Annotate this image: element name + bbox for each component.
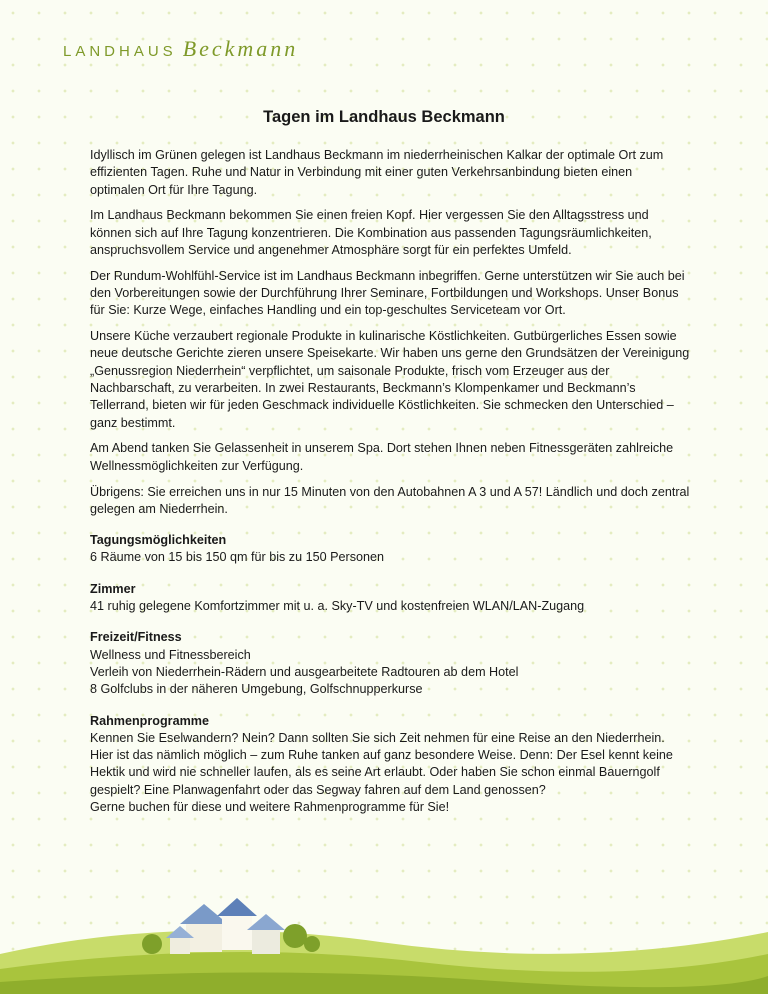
section-line: 6 Räume von 15 bis 150 qm für bis zu 150 Personen <box>90 550 385 565</box>
paragraph: Übrigens: Sie erreichen uns in nur 15 Minuten von den Autobahnen A 3 und A 57! Ländlich und doch zentral gelegen am Niederrhein. <box>90 484 690 516</box>
section-line: Verleih von Niederrhein-Rädern und ausgearbeitete Radtouren ab dem Hotel <box>90 664 519 679</box>
section-programs <box>90 713 690 817</box>
paragraph: Der Rundum-Wohlfühl-Service ist im Landhaus Beckmann inbegriffen. Gerne unterstützen wir Sie auch bei den Vorbereitungen sowie der Durchführung Ihrer Seminare, Fortbildungen und Workshops. Unser Bonus für Sie: Kurze Wege, einfaches Handling und ein top-geschultes Serviceteam vor Ort. <box>90 268 685 318</box>
section-title: Freizeit/Fitness <box>90 630 182 645</box>
section-line: Kennen Sie Eselwandern? Nein? Dann sollten Sie sich Zeit nehmen für eine Reise an den Niederrhein. Hier ist das nämlich möglich – zum Ruhe tanken auf ganz besondere Weise. Denn: Der Esel kennt keine Hektik und wird nie schneller laufen, als es seine Art erlaubt. Oder haben Sie schon einmal Bauerngolf gespielt? Eine Planwagenfahrt oder das Segway fahren auf dem Land genossen? <box>90 730 673 797</box>
section-line: 41 ruhig gelegene Komfortzimmer mit u. a. Sky-TV und kostenfreien WLAN/LAN-Zugang <box>90 599 585 614</box>
page-title: Tagen im Landhaus Beckmann <box>263 108 505 126</box>
section-title: Rahmenprogramme <box>90 713 209 728</box>
logo <box>63 36 298 62</box>
section-title: Zimmer <box>90 581 136 596</box>
section-meeting-rooms <box>90 532 690 567</box>
document-body <box>90 147 690 816</box>
section-leisure <box>90 629 690 698</box>
paragraph: Idyllisch im Grünen gelegen ist Landhaus Beckmann im niederrheinischen Kalkar der optimale Ort zum effizienten Tagen. Ruhe und Natur in Verbindung mit einer guten Verkehrsanbindung bieten einen optimalen Ort für Ihre Tagung. <box>90 148 664 197</box>
section-line: Wellness und Fitnessbereich <box>90 647 251 662</box>
paragraph: Unsere Küche verzaubert regionale Produkte in kulinarische Köstlichkeiten. Gutbürgerliches Essen sowie neue deutsche Gerichte zieren unsere Speisekarte. Wir haben uns gerne den Grundsätzen der Vereinigung „Genussregion Niederrhein“ verpflichtet, um saisonale Produkte, frisch vom Erzeuger aus der Nachbarschaft, zu verarbeiten. In zwei Restaurants, Beckmann’s Klompenkamer und Beckmann’s Tellerrand, bieten wir für jeden Geschmack individuelle Köstlichkeiten. Sie schmecken den Unterschied – ganz bestimmt. <box>90 329 690 430</box>
paragraph: Am Abend tanken Sie Gelassenheit in unserem Spa. Dort stehen Ihnen neben Fitnessgeräten zahlreiche Wellnessmöglichkeiten zur Verfügung. <box>90 441 674 473</box>
section-line: 8 Golfclubs in der näheren Umgebung, Golfschnupperkurse <box>90 682 423 697</box>
section-rooms <box>90 581 690 616</box>
logo-wordmark: LANDHAUS <box>63 43 177 60</box>
section-title: Tagungsmöglichkeiten <box>90 533 227 548</box>
paragraph: Im Landhaus Beckmann bekommen Sie einen freien Kopf. Hier vergessen Sie den Alltagsstress und können sich auf Ihre Tagung konzentrieren. Die Kombination aus passenden Tagungsräumlichkeiten, anspruchsvollem Service und angenehmer Atmosphäre sorgt für ein perfektes Umfeld. <box>90 208 652 257</box>
section-line: Gerne buchen für diese und weitere Rahmenprogramme für Sie! <box>90 800 450 814</box>
house-group <box>166 898 285 954</box>
logo-script: Beckmann <box>182 36 299 61</box>
landscape-illustration <box>0 884 768 994</box>
